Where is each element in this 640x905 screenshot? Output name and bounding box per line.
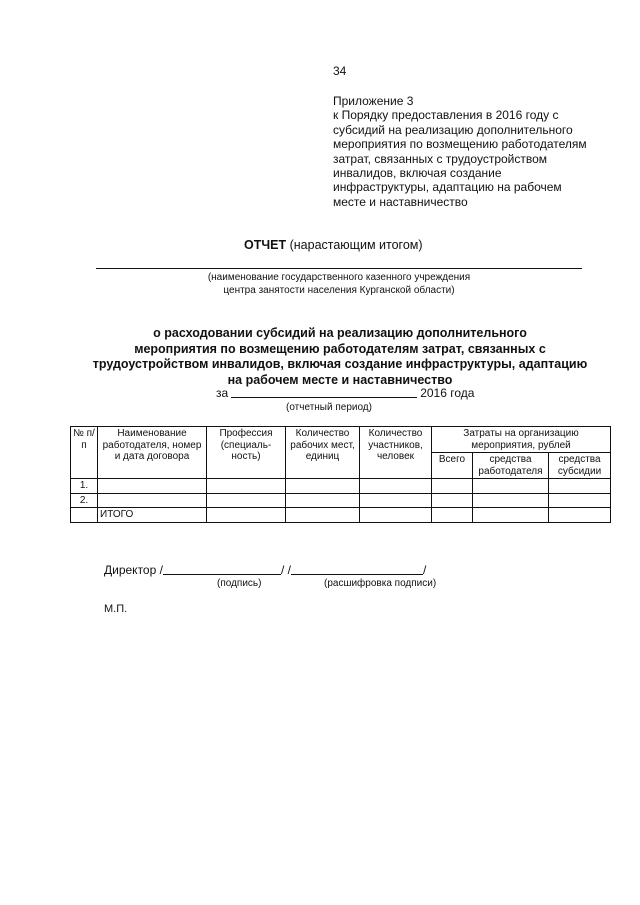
main-title-line: на рабочем месте и наставничество: [227, 372, 453, 387]
row-num: 1.: [71, 479, 98, 494]
report-heading: [244, 238, 423, 252]
header-num: № п/п: [71, 427, 98, 479]
row-employer: [98, 479, 207, 494]
header-costs: Затраты на организацию мероприятия, рублей: [432, 427, 611, 453]
director-label: Директор: [104, 563, 157, 577]
table-cell: [473, 493, 549, 508]
header-total: Всего: [432, 453, 473, 479]
signature-slash: /: [423, 563, 427, 577]
table-header-row: [71, 427, 611, 453]
table-cell: [286, 479, 360, 494]
appendix-line: Приложение 3: [333, 94, 414, 108]
decoding-caption: (расшифровка подписи): [324, 578, 437, 589]
table-row: [71, 493, 611, 508]
table-cell: [360, 493, 432, 508]
appendix-line: субсидий на реализацию дополнительного: [333, 122, 573, 137]
signature-slash: /: [159, 563, 163, 577]
stamp-label: М.П.: [104, 603, 128, 615]
table-total-row: [71, 508, 611, 523]
table-cell: [473, 479, 549, 494]
row-num: [71, 508, 98, 523]
header-profession: Профессия (специаль-ность): [207, 427, 286, 479]
table-cell: [432, 479, 473, 494]
main-title-line: о расходовании субсидий на реализацию дополнительного: [153, 326, 527, 340]
main-title-line: мероприятия по возмещению работодателям затрат, связанных с: [134, 341, 546, 356]
header-participants: Количество участников, человек: [360, 427, 432, 479]
appendix-line: затрат, связанных с трудоустройством: [333, 151, 548, 166]
row-total-label: ИТОГО: [98, 508, 207, 523]
appendix-header: [333, 94, 587, 209]
table-cell: [432, 508, 473, 523]
reporting-period: [216, 386, 474, 400]
header-workplaces: Количество рабочих мест, единиц: [286, 427, 360, 479]
appendix-line: инвалидов, включая создание: [333, 166, 502, 181]
signature-blank: [163, 574, 281, 575]
period-suffix: 2016 года: [420, 386, 475, 400]
organization-caption: [96, 271, 582, 297]
appendix-line: мероприятия по возмещению работодателям: [333, 137, 587, 152]
report-table: [70, 426, 611, 523]
report-title: ОТЧЕТ: [244, 238, 287, 252]
table-cell: [207, 508, 286, 523]
header-employer: Наименование работодателя, номер и дата договора: [98, 427, 207, 479]
header-subsidy-funds: средства субсидии: [549, 453, 611, 479]
row-num: 2.: [71, 493, 98, 508]
period-prefix: за: [216, 386, 229, 400]
row-employer: [98, 493, 207, 508]
period-blank: [231, 397, 417, 398]
table-cell: [360, 479, 432, 494]
decoding-blank: [291, 574, 423, 575]
signature-line: [104, 563, 426, 577]
table-cell: [207, 479, 286, 494]
table-cell: [207, 493, 286, 508]
table-cell: [549, 479, 611, 494]
organization-caption-line: (наименование государственного казенного учреждения: [207, 272, 471, 283]
organization-name-line: [96, 268, 582, 269]
table-cell: [286, 508, 360, 523]
table-cell: [432, 493, 473, 508]
table-row: [71, 479, 611, 494]
header-employer-funds: средства работодателя: [473, 453, 549, 479]
table-cell: [549, 508, 611, 523]
signature-slash: /: [280, 563, 285, 577]
appendix-line: инфраструктуры, адаптацию на рабочем: [333, 180, 562, 195]
table-cell: [360, 508, 432, 523]
table-cell: [549, 493, 611, 508]
period-caption: (отчетный период): [286, 402, 372, 413]
appendix-line: месте и наставничество: [333, 194, 468, 209]
organization-caption-line: центра занятости населения Курганской области): [223, 285, 455, 296]
page-number: 34: [333, 64, 347, 78]
main-title-line: трудоустройством инвалидов, включая создание инфраструктуры, адаптацию: [92, 357, 588, 371]
appendix-line: к Порядку предоставления в 2016 году с: [333, 108, 559, 123]
table-cell: [473, 508, 549, 523]
main-title: [60, 326, 620, 388]
signature-slash: /: [287, 563, 291, 577]
table-cell: [286, 493, 360, 508]
report-title-note: (нарастающим итогом): [286, 238, 423, 252]
signature-caption: (подпись): [217, 578, 262, 589]
